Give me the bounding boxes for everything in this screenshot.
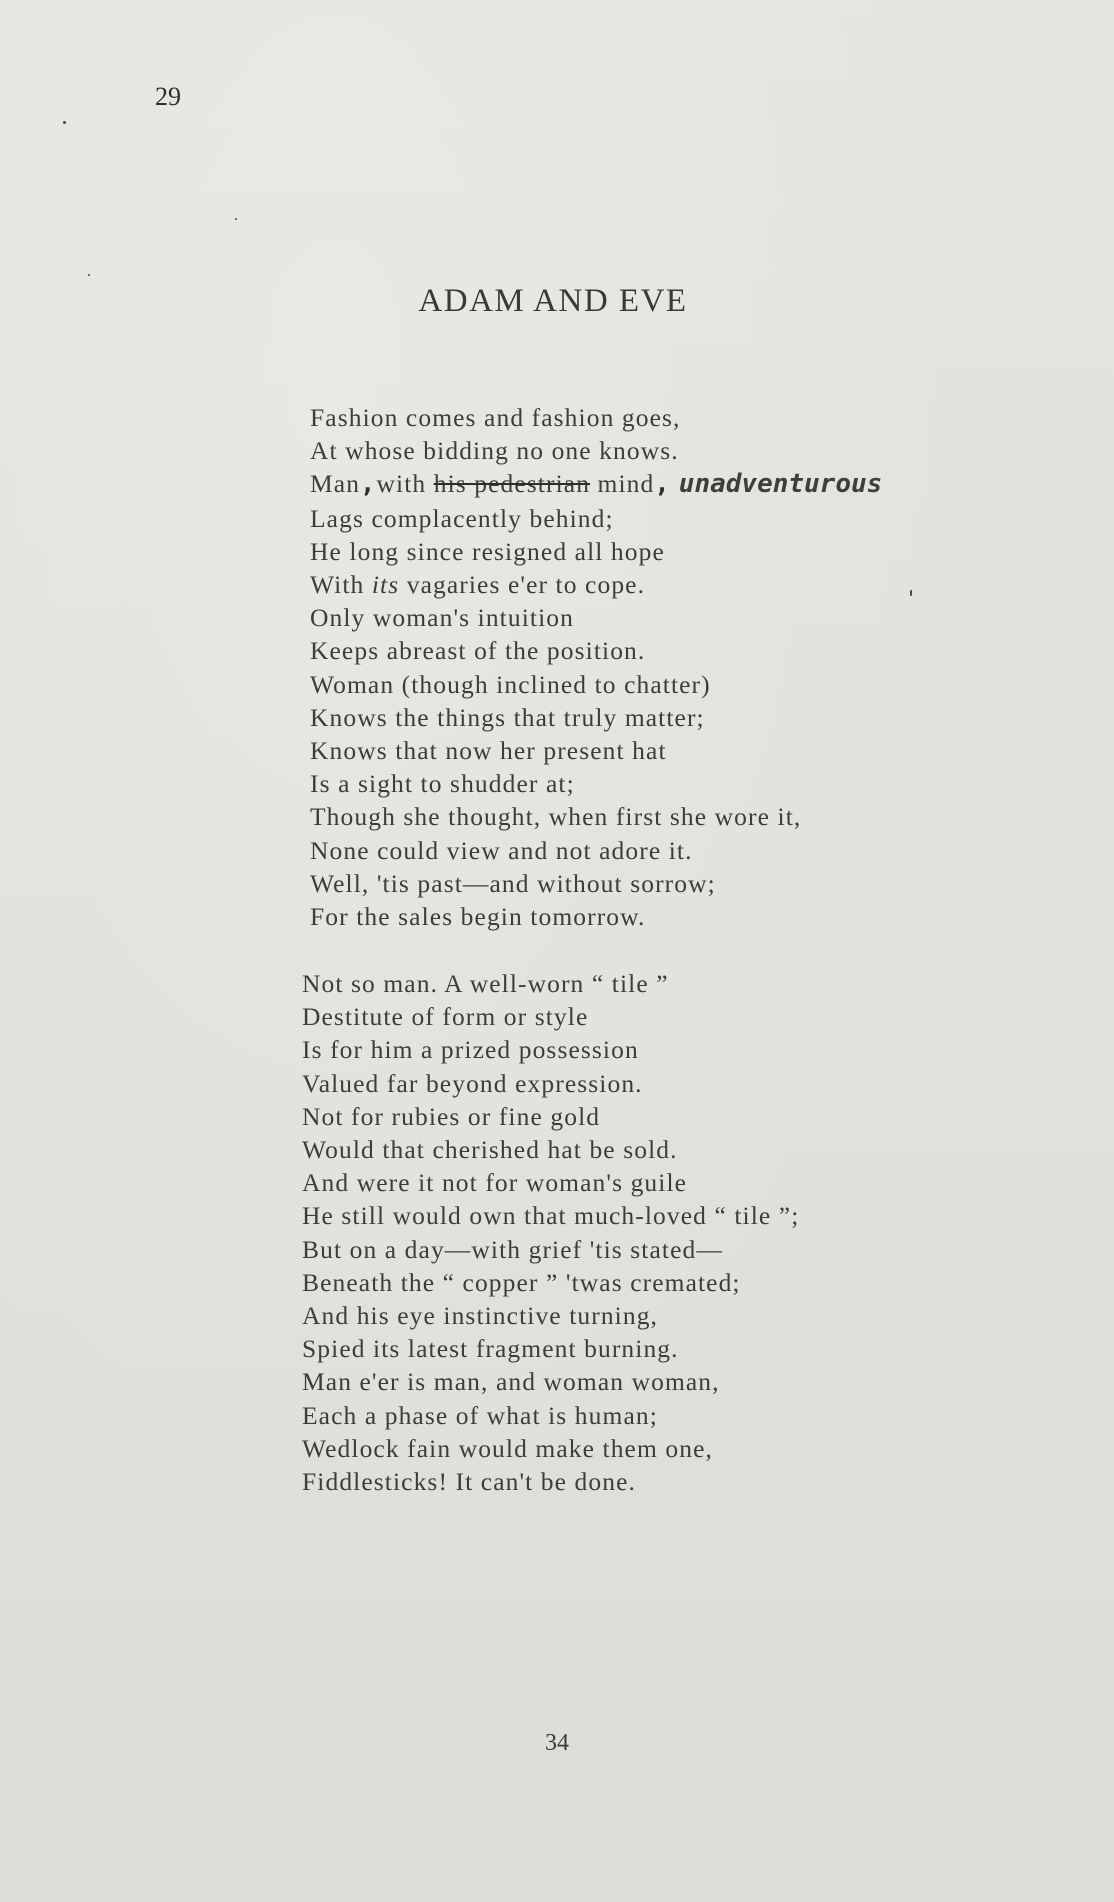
poem-line: Only woman's intuition <box>310 603 574 633</box>
ink-speck <box>63 121 66 124</box>
stamped-correction: unadventurous <box>678 469 883 500</box>
poem-line: Woman (though inclined to chatter) <box>310 669 711 699</box>
stanza-1 <box>310 401 882 933</box>
poem-line: Knows that now her present hat <box>310 736 667 766</box>
poem-title: ADAM AND EVE <box>418 283 688 319</box>
poem-line: At whose bidding no one knows. <box>310 436 679 466</box>
poem-line: Man e'er is man, and woman woman, <box>302 1367 720 1397</box>
poem-line: Lags complacently behind; <box>310 503 614 533</box>
poem-line: Is for him a prized possession <box>302 1035 639 1065</box>
struck-text: his pedestrian <box>433 469 591 499</box>
poem-line: Beneath the “ copper ” 'twas cremated; <box>302 1267 741 1297</box>
poem-line: Wedlock fain would make them one, <box>302 1433 713 1463</box>
poem-line: None could view and not adore it. <box>310 835 693 865</box>
poem-line: Fiddlesticks! It can't be done. <box>302 1467 636 1497</box>
poem-line-edited: Man,with his pedestrian mind, unadventurous <box>310 469 883 500</box>
poem-line: But on a day—with grief 'tis stated— <box>302 1234 723 1264</box>
poem-line: Well, 'tis past—and without sorrow; <box>310 868 716 898</box>
poem-line: And were it not for woman's guile <box>302 1168 688 1198</box>
ink-speck <box>88 274 90 276</box>
ink-speck <box>235 218 237 220</box>
stanza-2 <box>302 967 799 1498</box>
poem-line: Is a sight to shudder at; <box>310 769 575 799</box>
poem-line: Spied its latest fragment burning. <box>302 1334 679 1364</box>
poem-line: He still would own that much-loved “ tile ”; <box>302 1201 800 1231</box>
poem-line: Knows the things that truly matter; <box>310 702 705 732</box>
poem-line: He long since resigned all hope <box>310 536 665 566</box>
poem-line: Would that cherished hat be sold. <box>302 1135 678 1165</box>
poem-line: And his eye instinctive turning, <box>302 1301 659 1331</box>
poem-line: Not so man. A well-worn “ tile ” <box>302 969 669 998</box>
bottom-page-number: 34 <box>545 1730 569 1756</box>
poem-line: Destitute of form or style <box>302 1002 589 1032</box>
italic-word: its <box>371 570 400 600</box>
top-page-number: 29 <box>155 82 181 111</box>
poem-line-italic: With its vagaries e'er to cope. <box>310 570 646 600</box>
poem-line: Not for rubies or fine gold <box>302 1101 601 1131</box>
poem-line: Valued far beyond expression. <box>302 1068 643 1098</box>
poem-line: Fashion comes and fashion goes, <box>310 403 681 432</box>
ink-speck <box>910 590 912 596</box>
stamped-comma: , <box>654 469 671 500</box>
poem-line: Keeps abreast of the position. <box>310 636 646 666</box>
poem-line: For the sales begin tomorrow. <box>310 902 646 932</box>
poem-line: Though she thought, when first she wore it, <box>310 802 802 832</box>
poem-line: Each a phase of what is human; <box>302 1400 658 1430</box>
handwritten-comma: , <box>360 469 377 500</box>
